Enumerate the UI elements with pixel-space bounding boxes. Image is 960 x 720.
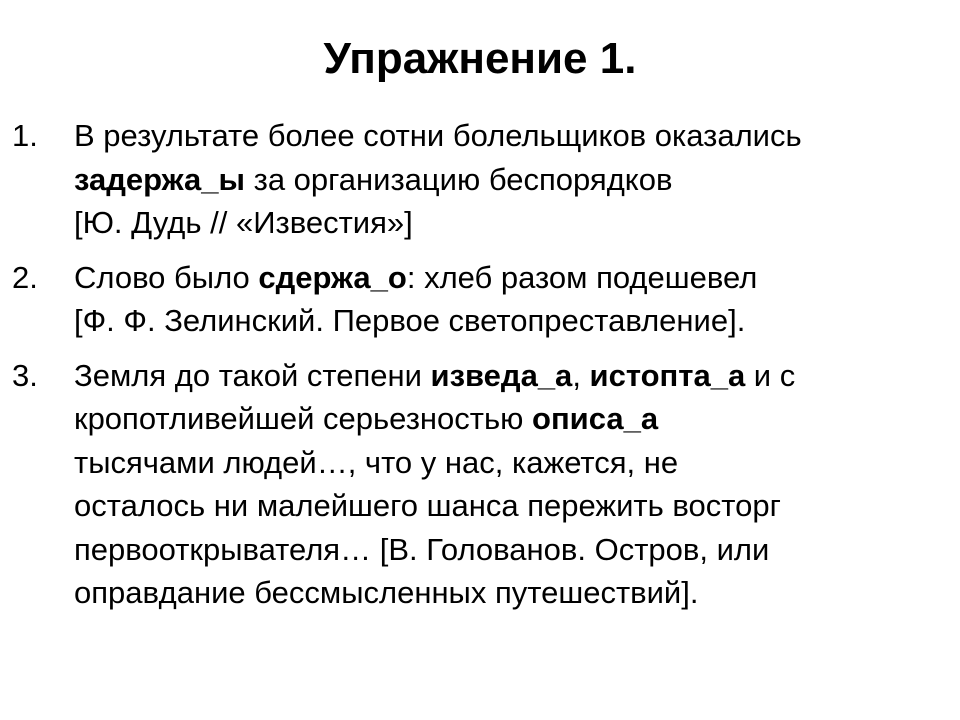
exercise-item	[0, 114, 960, 245]
exercise-list	[0, 114, 960, 615]
exercise-item	[0, 256, 960, 343]
text-line: кропотливейшей серьезностью описа_а	[74, 401, 659, 436]
text-line: Слово было сдержа_о: хлеб разом подешевел	[74, 259, 758, 295]
text-line: Земля до такой степени изведа_а, истопта_а и с	[74, 357, 796, 393]
slide-title: Упражнение 1.	[323, 34, 637, 83]
target-word: задержа_ы	[74, 161, 245, 197]
item-number: 2.	[12, 259, 38, 295]
item-text	[74, 354, 954, 615]
text-line: [Ф. Ф. Зелинский. Первое светопреставление].	[74, 303, 746, 338]
exercise-item	[0, 354, 960, 615]
text-line: задержа_ы за организацию беспорядков	[74, 161, 673, 197]
text-line: оправдание бессмысленных путешествий].	[74, 575, 699, 610]
text-line: тысячами людей…, что у нас, кажется, не	[74, 444, 679, 480]
text-line: осталось ни малейшего шанса пережить восторг	[74, 488, 781, 523]
target-word: сдержа_о	[258, 259, 407, 295]
text-line: В результате более сотни болельщиков оказались	[74, 118, 802, 153]
text-line: первооткрывателя… [В. Голованов. Остров, или	[74, 531, 770, 567]
text-line: [Ю. Дудь // «Известия»]	[74, 205, 413, 240]
item-text	[74, 114, 954, 245]
item-number: 3.	[12, 357, 38, 393]
item-text	[74, 256, 954, 343]
target-word: изведа_а	[430, 357, 573, 393]
target-word: описа_а	[532, 401, 659, 436]
item-number: 1.	[12, 118, 38, 153]
target-word: истопта_а	[589, 357, 746, 393]
